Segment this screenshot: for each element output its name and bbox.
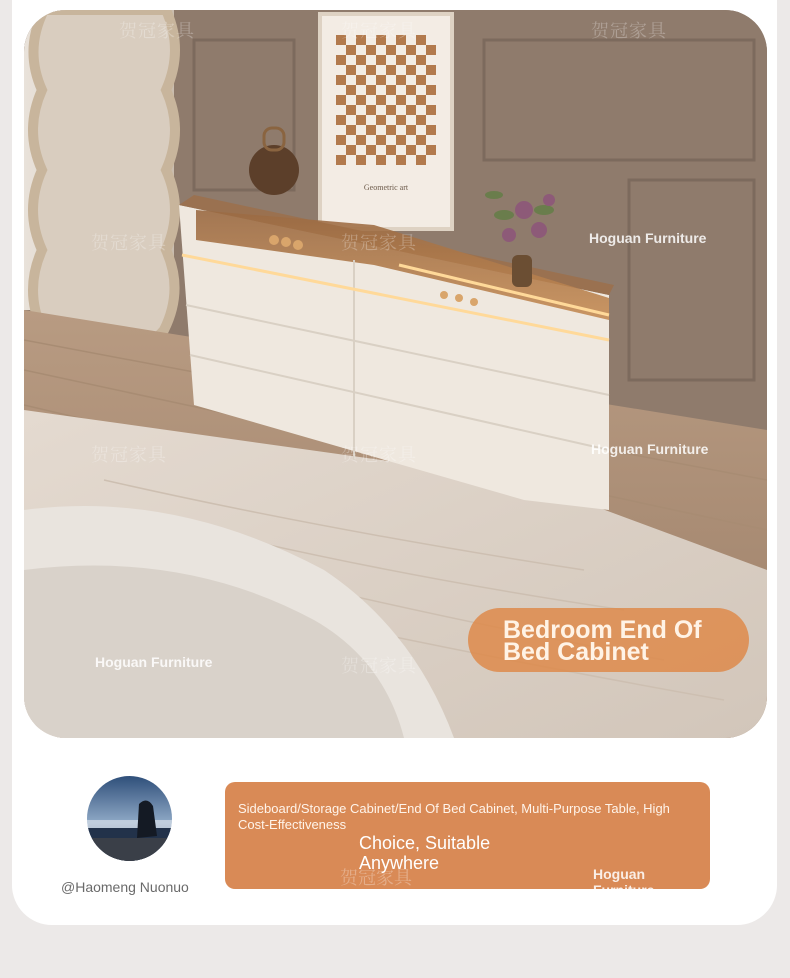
watermark-cn: 贺冠家具 [91,445,167,466]
hero-image [24,10,767,738]
tagline-line-2: Anywhere [359,853,440,873]
product-description: Sideboard/Storage Cabinet/End Of Bed Cabinet, Multi-Purpose Table, High Cost-Effectiveness [238,801,670,832]
watermark-en: Hoguan Furniture [591,441,709,457]
badge-line-1: Bedroom End Of [503,616,702,644]
avatar[interactable] [87,776,172,861]
product-info-box [225,782,710,898]
watermark-cn: 贺冠家具 [340,868,412,889]
watermark-en: Hoguan Furniture [589,230,707,246]
watermark-en: Hoguan Furniture [593,866,655,898]
watermark-cn: 贺冠家具 [341,233,417,254]
poster-caption: Geometric art [363,183,409,192]
avatar-image [87,776,172,861]
author-handle[interactable]: @Haomeng Nuonuo [61,879,189,895]
tagline-line-1: Choice, Suitable [359,833,491,853]
product-title-badge [468,608,749,672]
watermark-cn: 贺冠家具 [119,21,195,42]
watermark-cn: 贺冠家具 [341,656,417,677]
watermark-cn: 贺冠家具 [341,21,417,42]
badge-line-2: Bed Cabinet [503,638,649,666]
watermark-cn: 贺冠家具 [91,233,167,254]
watermark-en: Hoguan Furniture [95,654,213,670]
watermark-cn: 贺冠家具 [341,445,417,466]
watermark-cn: 贺冠家具 [591,21,667,42]
